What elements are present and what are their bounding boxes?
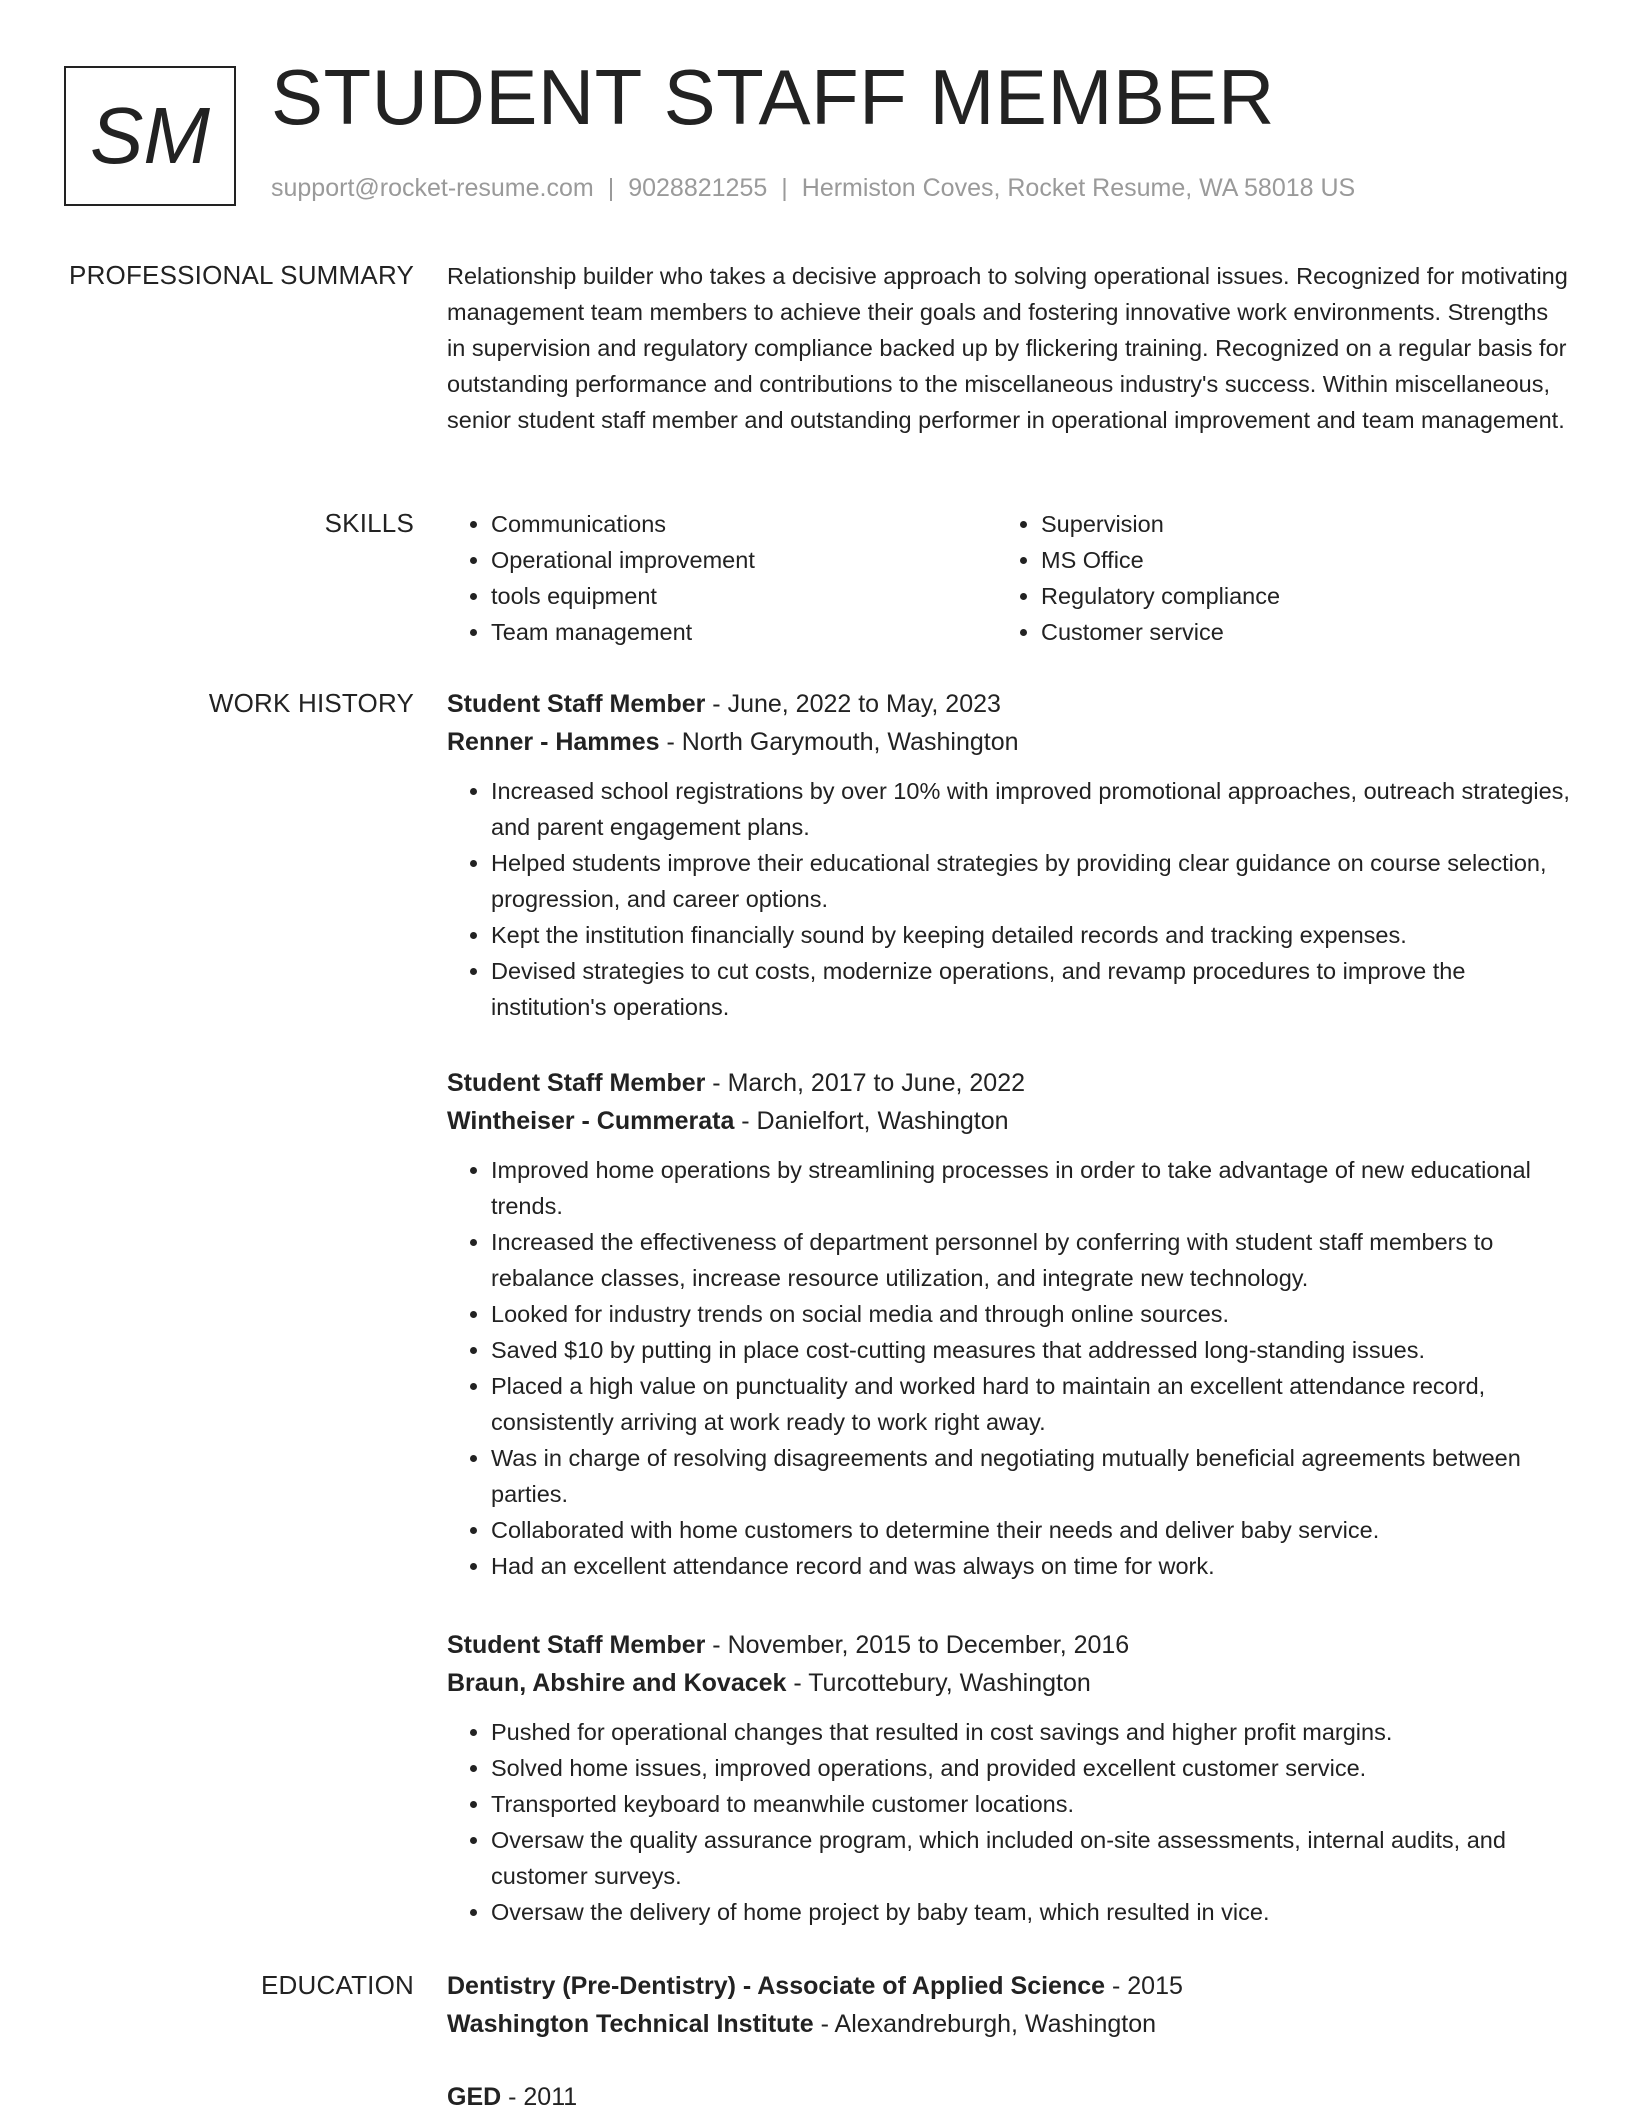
job-dates: - November, 2015 to December, 2016 — [705, 1631, 1130, 1659]
job-company-line — [447, 723, 1572, 761]
job-bullets — [447, 773, 1572, 1025]
skill-item: • Customer service — [1041, 614, 1547, 650]
job-title: Student Staff Member — [447, 1631, 706, 1659]
job-location: - Danielfort, Washington — [734, 1107, 1009, 1135]
job-bullet: • Increased school registrations by over 10% with improved promotional approaches, outreach strategies, and parent engagement plans. — [491, 773, 1572, 845]
job-title-line — [447, 685, 1572, 723]
job-bullet: • Pushed for operational changes that resulted in cost savings and higher profit margins. — [491, 1714, 1572, 1750]
section-label-skills: SKILLS — [324, 508, 414, 538]
job-dates: - June, 2022 to May, 2023 — [705, 690, 1001, 718]
contact-separator: | — [607, 174, 615, 202]
job-bullet: • Looked for industry trends on social media and through online sources. — [491, 1296, 1572, 1332]
job-company-line — [447, 1664, 1572, 1702]
education-entry — [447, 1967, 1572, 2043]
education-entry — [447, 2078, 1572, 2116]
section-label-work-history: WORK HISTORY — [208, 688, 414, 718]
job-location: - Turcottebury, Washington — [786, 1669, 1091, 1697]
skill-item: • tools equipment — [491, 578, 997, 614]
job-title-line — [447, 1064, 1572, 1102]
job-bullet: • Increased the effectiveness of department personnel by conferring with student staff members to rebalance classes, increase resource utilization, and integrate new technology. — [491, 1224, 1572, 1296]
job-bullet: • Devised strategies to cut costs, modernize operations, and revamp procedures to improve the institution's operations. — [491, 953, 1572, 1025]
skills-list-left — [447, 506, 997, 650]
job-title-line — [447, 1626, 1572, 1664]
contact-separator: | — [781, 174, 788, 202]
section-label-summary: PROFESSIONAL SUMMARY — [69, 260, 414, 290]
education-degree-line — [447, 1967, 1572, 2005]
contact-phone: 9028821255 — [628, 174, 768, 202]
job-bullet: • Transported keyboard to meanwhile customer locations. — [491, 1786, 1572, 1822]
summary-text: Relationship builder who takes a decisive approach to solving operational issues. Recognized for motivating management team members to achieve their goals and fostering innovative work environments. Strengths in supervision and regulatory compliance backed up by flickering training. Recognized on a regular basis for outstanding performance and contributions to the miscellaneous industry's success. Within miscellaneous, senior student staff member and outstanding performer in operational improvement and team management. — [447, 263, 1568, 433]
job-location: - North Garymouth, Washington — [659, 728, 1019, 756]
skill-item: • Regulatory compliance — [1041, 578, 1547, 614]
job-company: Braun, Abshire and Kovacek — [447, 1669, 787, 1697]
job-bullet: • Collaborated with home customers to determine their needs and deliver baby service. — [491, 1512, 1572, 1548]
job-bullets — [447, 1152, 1572, 1584]
job-entry — [447, 685, 1572, 1025]
education-degree: Dentistry (Pre-Dentistry) - Associate of Applied Science — [447, 1972, 1106, 2000]
contact-email: support@rocket-resume.com — [271, 174, 594, 202]
job-company: Wintheiser - Cummerata — [447, 1107, 735, 1135]
job-bullet: • Saved $10 by putting in place cost-cutting measures that addressed long-standing issues. — [491, 1332, 1572, 1368]
skill-item: • Supervision — [1041, 506, 1547, 542]
job-title: Student Staff Member — [447, 1069, 706, 1097]
resume-title: STUDENT STAFF MEMBER — [271, 53, 1275, 141]
skills-section — [447, 506, 1572, 650]
education-degree: GED — [447, 2083, 502, 2111]
job-entry — [447, 1626, 1572, 1930]
skill-item: • MS Office — [1041, 542, 1547, 578]
job-dates: - March, 2017 to June, 2022 — [705, 1069, 1026, 1097]
education-year: - 2011 — [501, 2083, 578, 2111]
job-bullet: • Solved home issues, improved operations, and provided excellent customer service. — [491, 1750, 1572, 1786]
job-bullet: • Was in charge of resolving disagreements and negotiating mutually beneficial agreements between parties. — [491, 1440, 1572, 1512]
section-label-education: EDUCATION — [261, 1970, 414, 2000]
job-bullet: • Improved home operations by streamlining processes in order to take advantage of new educational trends. — [491, 1152, 1572, 1224]
job-bullets — [447, 1714, 1572, 1930]
skill-item: • Team management — [491, 614, 997, 650]
job-bullet: • Helped students improve their educational strategies by providing clear guidance on course selection, progression, and career options. — [491, 845, 1572, 917]
education-school-line — [447, 2005, 1572, 2043]
job-company-line — [447, 1102, 1572, 1140]
job-bullet: • Oversaw the quality assurance program, which included on-site assessments, internal audits, and customer surveys. — [491, 1822, 1572, 1894]
contact-line — [271, 174, 1355, 203]
education-school: Washington Technical Institute — [447, 2010, 814, 2038]
education-year: - 2015 — [1105, 1972, 1183, 2000]
monogram-logo: SM — [64, 66, 236, 206]
education-degree-line — [447, 2078, 1572, 2116]
job-company: Renner - Hammes — [447, 728, 660, 756]
job-bullet: • Kept the institution financially sound by keeping detailed records and tracking expenses. — [491, 917, 1572, 953]
job-title: Student Staff Member — [447, 690, 706, 718]
skills-list-right — [997, 506, 1547, 650]
job-entry — [447, 1064, 1572, 1584]
job-bullet: • Oversaw the delivery of home project by baby team, which resulted in vice. — [491, 1894, 1572, 1930]
skill-item: • Operational improvement — [491, 542, 997, 578]
contact-address: Hermiston Coves, Rocket Resume, WA 58018 US — [801, 174, 1356, 202]
education-location: - Alexandreburgh, Washington — [813, 2010, 1157, 2038]
skill-item: • Communications — [491, 506, 997, 542]
job-bullet: • Placed a high value on punctuality and worked hard to maintain an excellent attendance record, consistently arriving at work ready to work right away. — [491, 1368, 1572, 1440]
skills-grid — [447, 506, 1572, 650]
summary-section — [447, 258, 1572, 438]
job-bullet: • Had an excellent attendance record and was always on time for work. — [491, 1548, 1572, 1584]
